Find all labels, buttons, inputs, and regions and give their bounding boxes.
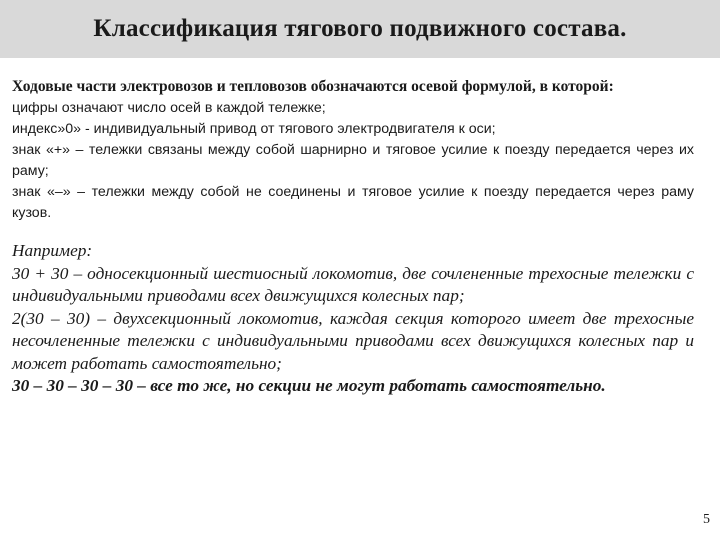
title-bar <box>0 0 720 58</box>
slide-content <box>12 76 694 398</box>
notation-list <box>12 98 694 224</box>
notation-item-digits: цифры означают число осей в каждой тележке; <box>12 100 326 116</box>
example-single-section: 30 + 30 – односекционный шестиосный локомотив, две сочлененные трехосные тележки с индивидуальными приводами всех движущихся колесных пар; <box>12 263 694 305</box>
notation-item-plus-sign: знак «+» – тележки связаны между собой шарнирно и тяговое усилие к поезду передается через их раму; <box>12 142 694 179</box>
examples-heading: Например: <box>12 241 93 260</box>
example-dependent-sections: 30 – 30 – 30 – 30 – все то же, но секции не могут работать самостоятельно. <box>12 376 606 395</box>
page-number: 5 <box>703 512 710 527</box>
example-two-section: 2(30 – 30) – двухсекционный локомотив, каждая секция которого имеет две трехосные несочлененные тележки с индивидуальными приводами всех движущихся колесных пар и может работать самостоятельно; <box>12 308 694 373</box>
slide-title: Классификация тягового подвижного состава. <box>93 15 627 42</box>
examples-block <box>12 240 694 398</box>
notation-item-index-zero: индекс»0» - индивидуальный привод от тягового электродвигателя к оси; <box>12 121 496 137</box>
notation-item-dash-sign: знак «–» – тележки между собой не соединены и тяговое усилие к поезду передается через раму кузов. <box>12 184 694 221</box>
intro-text: Ходовые части электровозов и тепловозов обозначаются осевой формулой, в которой: <box>12 78 614 95</box>
